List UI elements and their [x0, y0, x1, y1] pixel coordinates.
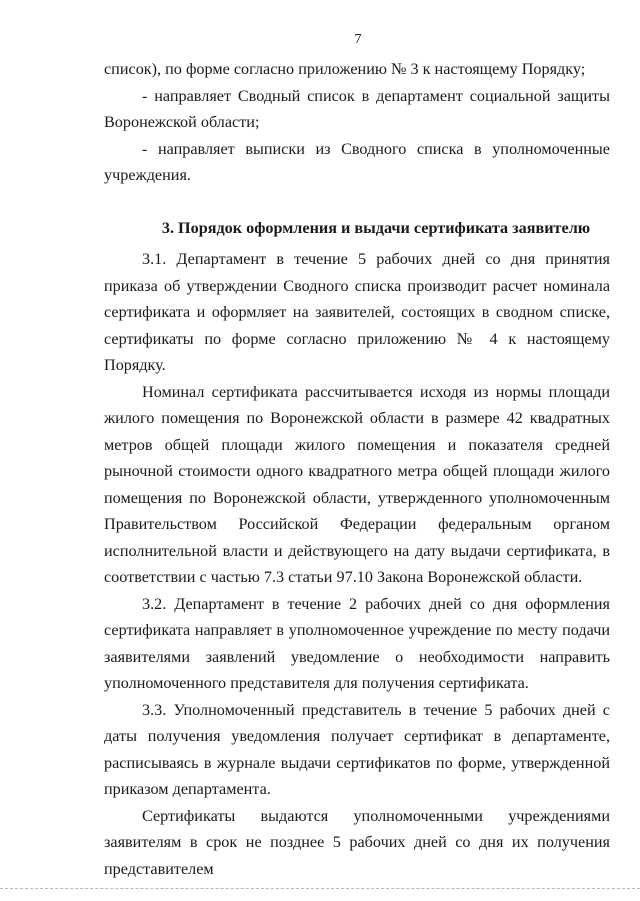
spacer	[104, 189, 610, 215]
section-heading: 3. Порядок оформления и выдачи сертификата заявителю	[161, 218, 591, 237]
paragraph-certificates-issued: Сертификаты выдаются уполномоченными учреждениями заявителям в срок не позднее 5 рабочих дней со дня их получения представителем	[104, 806, 610, 878]
paragraph-3-2: 3.2. Департамент в течение 2 рабочих дней со дня оформления сертификата направляет в уполномоченное учреждение по месту подачи заявителями заявлений уведомление о необходимости направить уполномоченного представителя для получения сертификата.	[104, 594, 610, 692]
paragraph-3-3: 3.3. Уполномоченный представитель в течение 5 рабочих дней с даты получения уведомления получает сертификат в департаменте, расписываясь в журнале выдачи сертификатов по форме, утвержденной приказом департамента.	[104, 700, 610, 798]
bottom-scan-edge	[0, 888, 640, 889]
page-body	[104, 56, 610, 882]
paragraph-3-1: 3.1. Департамент в течение 5 рабочих дней со дня принятия приказа об утверждении Сводного списка производит расчет номинала сертификата и оформляет на заявителей, состоящих в сводном списке, сертификаты по форме согласно приложению № 4 к настоящему Порядку.	[104, 250, 610, 374]
page-number: 7	[354, 32, 362, 47]
paragraph-nominal-calculation: Номинал сертификата рассчитывается исходя из нормы площади жилого помещения по Воронежской области в размере 42 квадратных метров общей площади жилого помещения и показателя средней рыночной стоимости одного квадратного метра общей площади жилого помещения по Воронежской области, утвержденного уполномоченным Правительством Российской Федерации федеральным органом исполнительной власти и действующего на дату выдачи сертификата, в соответствии с частью 7.3 статьи 97.10 Закона Воронежской области.	[104, 382, 610, 586]
paragraph-list-continuation: список), по форме согласно приложению № 3 к настоящему Порядку;	[104, 60, 586, 78]
paragraph-send-extracts: - направляет выписки из Сводного списка в уполномоченные учреждения.	[104, 139, 610, 184]
paragraph-send-summary-list: - направляет Сводный список в департамент социальной защиты Воронежской области;	[104, 86, 610, 131]
